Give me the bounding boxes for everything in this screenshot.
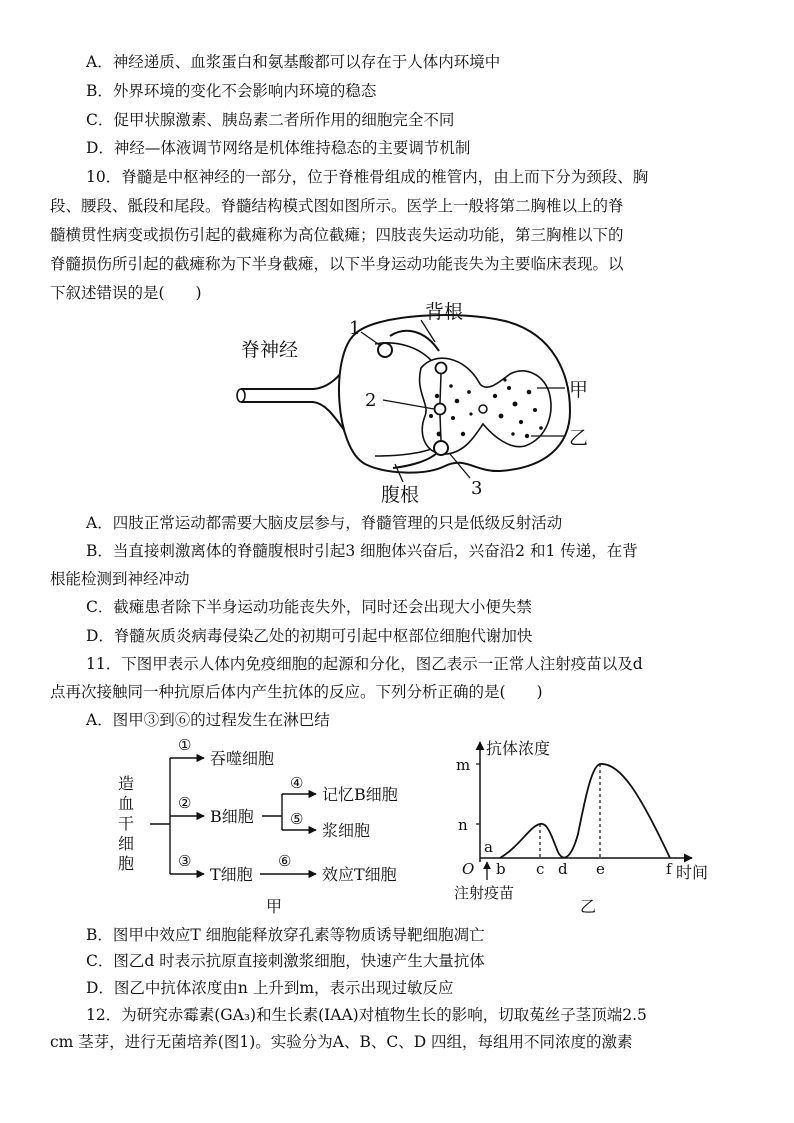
q10-stem-line-5: 下叙述错误的是( ) bbox=[50, 284, 202, 302]
label-dorsal-root: 背根 bbox=[425, 301, 464, 323]
q10-option-c: C．截瘫患者除下半身运动功能丧失外，同时还会出现大小便失禁 bbox=[86, 598, 532, 616]
inject-vaccine-label: 注射疫苗 bbox=[454, 884, 515, 902]
num-5: ⑤ bbox=[290, 810, 304, 828]
q11-stem-line-1: 11．下图甲表示人体内免疫细胞的起源和分化，图乙表示一正常人注射疫苗以及d bbox=[86, 655, 643, 673]
q9-option-d: D．神经—体液调节网络是机体维持稳态的主要调节机制 bbox=[86, 139, 471, 157]
q11-option-d: D．图乙中抗体浓度由n 上升到m，表示出现过敏反应 bbox=[86, 979, 454, 997]
source-char-2: 血 bbox=[118, 794, 135, 813]
num-1: ① bbox=[178, 736, 192, 754]
t-cell-label: T细胞 bbox=[210, 865, 253, 884]
effector-t-label: 效应T细胞 bbox=[322, 865, 397, 884]
point-c: c bbox=[536, 860, 545, 878]
q9-option-b: B．外界环境的变化不会影响内环境的稳态 bbox=[86, 82, 377, 100]
q11-option-a: A．图甲③到⑥的过程发生在淋巴结 bbox=[86, 711, 330, 729]
plasma-cell-label: 浆细胞 bbox=[322, 821, 371, 840]
memory-b-label: 记忆B细胞 bbox=[322, 785, 398, 804]
point-d: d bbox=[558, 860, 568, 878]
q11-option-b: B．图甲中效应T 细胞能释放穿孔素等物质诱导靶细胞凋亡 bbox=[86, 926, 485, 944]
q12-stem-line-2: cm 茎芽，进行无菌培养(图1)。实验分为A、B、C、D 四组，每组用不同浓度的激素 bbox=[50, 1033, 633, 1051]
q10-option-d: D．脊髓灰质炎病毒侵染乙处的初期可引起中枢部位细胞代谢加快 bbox=[86, 627, 533, 645]
source-char-3: 干 bbox=[118, 814, 135, 833]
b-cell-label: B细胞 bbox=[210, 807, 254, 826]
q12-stem-line-1: 12．为研究赤霉素(GA₃)和生长素(IAA)对植物生长的影响，切取菟丝子茎顶端2.5 bbox=[86, 1006, 647, 1024]
label-1: 1 bbox=[349, 318, 361, 339]
immune-cell-figure bbox=[110, 734, 430, 920]
label-yi: 乙 bbox=[569, 427, 589, 449]
x-axis-label: 时间 bbox=[676, 863, 709, 882]
y-axis-label: 抗体浓度 bbox=[486, 739, 551, 758]
spinal-cord-figure bbox=[225, 296, 615, 508]
fig-jia-caption: 甲 bbox=[266, 897, 283, 916]
fig-yi-caption: 乙 bbox=[580, 897, 597, 916]
q10-stem-line-1: 10．脊髓是中枢神经的一部分，位于脊椎骨组成的椎管内，由上而下分为颈段、胸 bbox=[86, 168, 649, 186]
antibody-curve-chart bbox=[440, 734, 730, 920]
point-a: a bbox=[484, 838, 493, 856]
num-3: ③ bbox=[178, 852, 192, 870]
origin-label: O bbox=[462, 860, 475, 878]
source-char-5: 胞 bbox=[118, 854, 135, 873]
q11-option-c: C．图乙d 时表示抗原直接刺激浆细胞，快速产生大量抗体 bbox=[86, 952, 485, 970]
point-b: b bbox=[496, 860, 506, 878]
tick-n: n bbox=[458, 816, 468, 834]
num-6: ⑥ bbox=[278, 852, 292, 870]
label-jia: 甲 bbox=[569, 379, 589, 401]
q9-option-a: A．神经递质、血浆蛋白和氨基酸都可以存在于人体内环境中 bbox=[86, 53, 501, 71]
q10-stem-line-4: 脊髓损伤所引起的截瘫称为下半身截瘫，以下半身运动功能丧失为主要临床表现。以 bbox=[50, 255, 624, 273]
q9-option-c: C．促甲状腺激素、胰岛素二者所作用的细胞完全不同 bbox=[86, 111, 455, 129]
phagocyte-label: 吞噬细胞 bbox=[210, 749, 275, 768]
q10-option-a: A．四肢正常运动都需要大脑皮层参与，脊髓管理的只是低级反射活动 bbox=[86, 514, 563, 532]
source-char-1: 造 bbox=[118, 774, 135, 793]
label-ventral-root: 腹根 bbox=[381, 484, 420, 506]
point-e: e bbox=[596, 860, 605, 878]
num-4: ④ bbox=[290, 774, 304, 792]
label-spinal-nerve: 脊神经 bbox=[241, 339, 299, 361]
source-char-4: 细 bbox=[118, 834, 135, 853]
label-2: 2 bbox=[365, 390, 377, 411]
q10-option-b-line-2: 根能检测到神经冲动 bbox=[50, 570, 190, 588]
tick-m: m bbox=[456, 756, 471, 774]
q10-stem-line-2: 段、腰段、骶段和尾段。脊髓结构模式图如图所示。医学上一般将第二胸椎以上的脊 bbox=[50, 197, 624, 215]
point-f: f bbox=[666, 860, 672, 878]
q11-stem-line-2: 点再次接触同一种抗原后体内产生抗体的反应。下列分析正确的是( ) bbox=[50, 683, 543, 701]
num-2: ② bbox=[178, 794, 192, 812]
q10-stem-line-3: 髓横贯性病变或损伤引起的截瘫称为高位截瘫；四肢丧失运动功能，第三胸椎以下的 bbox=[50, 226, 624, 244]
q10-option-b-line-1: B．当直接刺激离体的脊髓腹根时引起3 细胞体兴奋后，兴奋沿2 和1 传递，在背 bbox=[86, 542, 638, 560]
label-3: 3 bbox=[471, 478, 483, 499]
